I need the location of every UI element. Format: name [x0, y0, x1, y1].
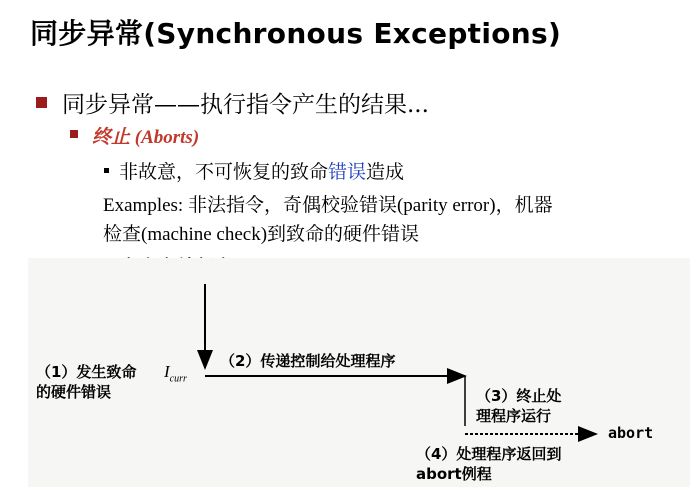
- icurr-sub: curr: [169, 373, 187, 385]
- step-3-label: [476, 386, 561, 426]
- abort-label: abort: [608, 424, 654, 442]
- bullet-marker: [104, 168, 109, 173]
- bullet-marker: [36, 97, 47, 108]
- step-3-line-1: （3）终止处: [476, 387, 562, 405]
- examples-line-1: Examples: 非法指令，奇偶校验错误(parity error)，机器: [103, 195, 553, 216]
- examples-line-2: 检查(machine check)到致命的硬件错误: [103, 224, 420, 245]
- error-link: 错误: [328, 161, 367, 183]
- bullet-marker: [70, 130, 78, 138]
- abort-flow-diagram: [28, 258, 690, 487]
- step-1-line-1: （1）发生致命: [36, 363, 137, 381]
- step-1-line-2: 的硬件错误: [36, 383, 112, 401]
- step-1-label: [36, 362, 136, 402]
- step-4-line-1: （4）处理程序返回到: [416, 445, 562, 463]
- bullet-text: 造成: [366, 161, 405, 183]
- bullet-sync-exceptions: 同步异常——执行指令产生的结果...: [62, 92, 429, 118]
- step-3-line-2: 理程序运行: [476, 407, 552, 425]
- step-4-line-2: abort例程: [416, 465, 492, 483]
- step-2-label: （2）传递控制给处理程序: [220, 352, 396, 370]
- bullet-aborts: 终止 (Aborts): [92, 127, 200, 148]
- bullet-text: 非故意，不可恢复的致命: [119, 161, 329, 183]
- icurr-label: [164, 362, 187, 384]
- bullet-unrecoverable: [119, 157, 404, 184]
- step-4-label: [416, 444, 561, 484]
- icurr-i: I: [164, 362, 170, 381]
- slide-title: 同步异常(Synchronous Exceptions): [30, 17, 562, 50]
